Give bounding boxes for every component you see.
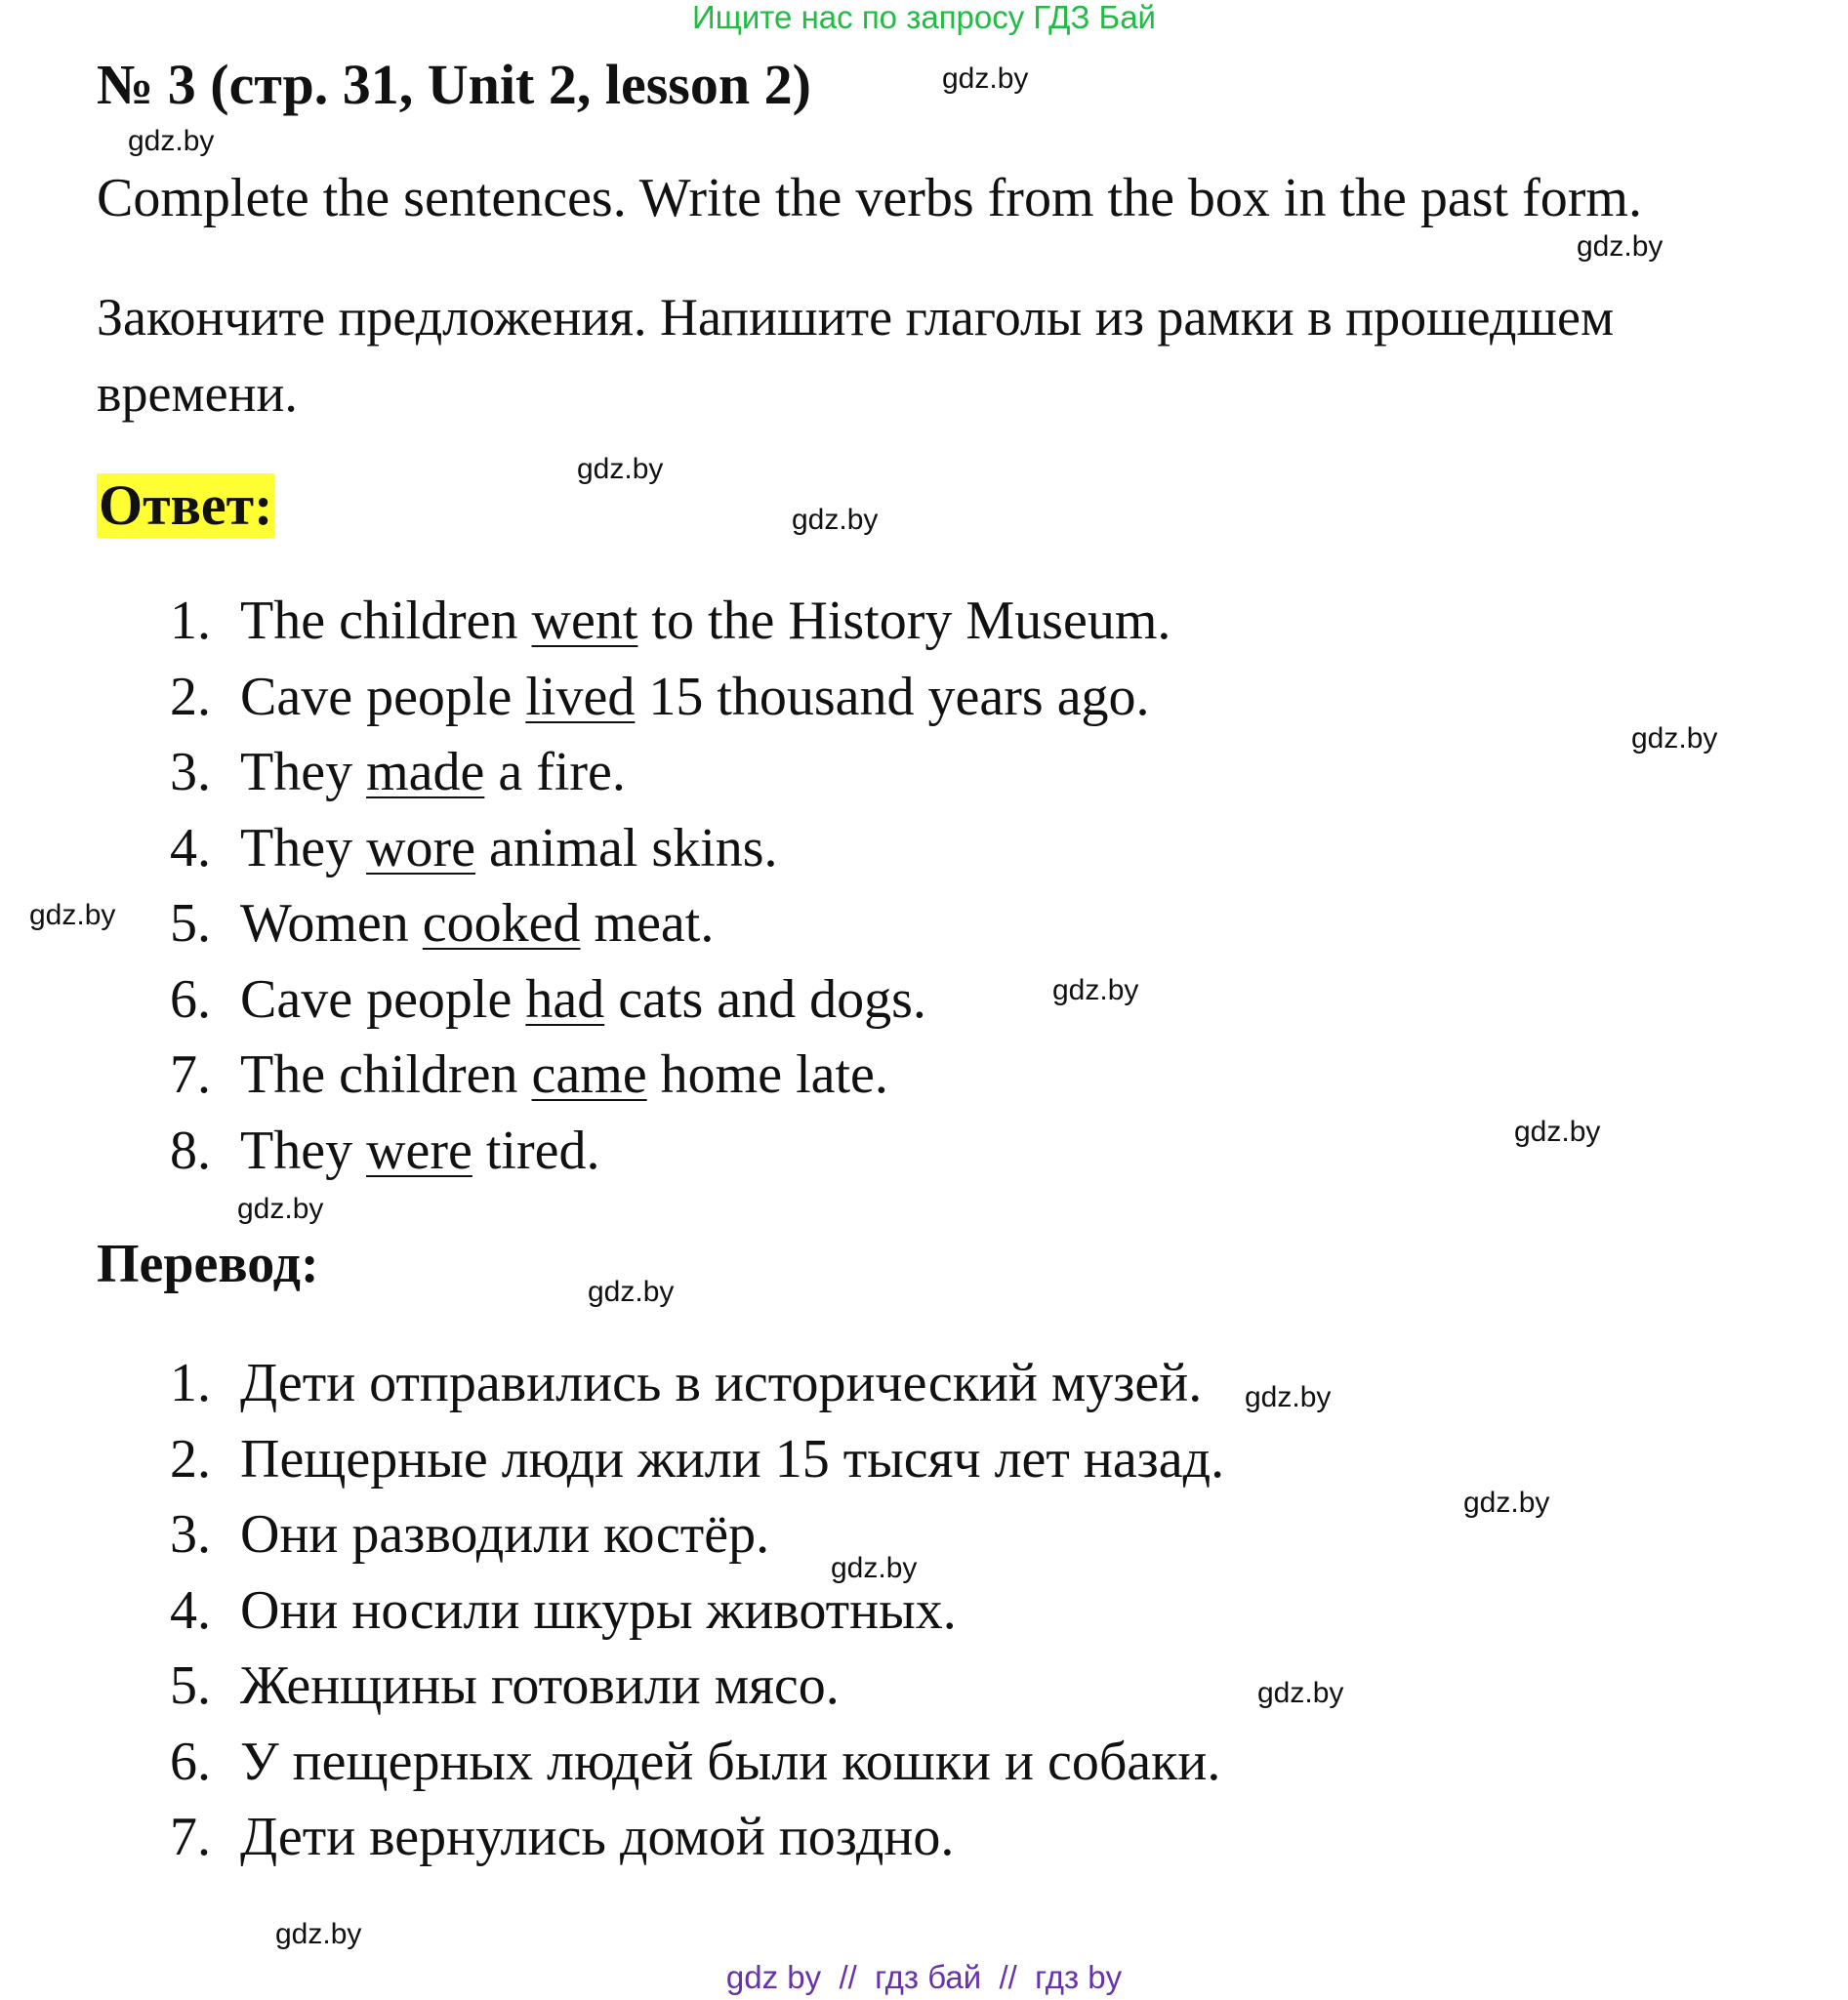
item-number: 8. [170, 1120, 211, 1181]
answer-verb: were [366, 1120, 472, 1181]
watermark: gdz.by [577, 453, 664, 485]
answer-verb: came [531, 1044, 647, 1105]
watermark: gdz.by [1577, 230, 1663, 263]
item-number: 5. [170, 1655, 211, 1716]
answer-sentence: The children came home late. [240, 1044, 888, 1105]
item-number: 4. [170, 817, 211, 878]
bottom-banner-link[interactable]: gdz by // гдз бай // гдз by [725, 1959, 1123, 1995]
item-number: 5. [170, 893, 211, 954]
item-number: 2. [170, 666, 211, 727]
item-number: 3. [170, 742, 211, 802]
item-number: 6. [170, 968, 211, 1030]
answer-sentence: The children went to the History Museum. [240, 591, 1171, 651]
watermark: gdz.by [942, 62, 1029, 95]
answer-verb: went [531, 591, 638, 651]
translation-sentence: Они разводили костёр. [240, 1504, 770, 1565]
item-number: 7. [170, 1807, 211, 1867]
translation-sentence: Пещерные люди жили 15 тысяч лет назад. [240, 1428, 1225, 1490]
watermark: gdz.by [128, 125, 215, 157]
item-number: 2. [170, 1428, 211, 1490]
exercise-title: № 3 (стр. 31, Unit 2, lesson 2) [97, 53, 811, 116]
watermark: gdz.by [1257, 1677, 1344, 1709]
answer-verb: made [366, 742, 485, 802]
item-number: 1. [170, 1353, 211, 1413]
answer-sentence: Cave people had cats and dogs. [240, 968, 926, 1030]
answer-sentence: Women cooked meat. [240, 893, 715, 954]
answer-sentence: They made a fire. [240, 742, 626, 802]
item-number: 4. [170, 1579, 211, 1641]
answer-heading: Ответ: [99, 473, 273, 537]
answer-sentence: Cave people lived 15 thousand years ago. [240, 666, 1150, 727]
watermark: gdz.by [1052, 974, 1139, 1006]
top-banner-link[interactable]: Ищите нас по запросу ГДЗ Бай [692, 0, 1156, 35]
item-number: 3. [170, 1504, 211, 1565]
translation-sentence: Дети отправились в исторический музей. [240, 1353, 1203, 1413]
watermark: gdz.by [588, 1276, 675, 1308]
answer-sentence: They wore animal skins. [240, 817, 778, 878]
watermark: gdz.by [1631, 722, 1718, 755]
watermark: gdz.by [831, 1552, 918, 1584]
watermark: gdz.by [275, 1918, 362, 1950]
watermark: gdz.by [1245, 1381, 1332, 1413]
translation-sentence: Они носили шкуры животных. [240, 1579, 957, 1641]
item-number: 7. [170, 1044, 211, 1105]
answer-verb: lived [525, 666, 636, 727]
answer-verb: cooked [422, 893, 581, 954]
translation-heading: Перевод: [97, 1234, 319, 1294]
answer-sentence: They were tired. [240, 1120, 600, 1181]
watermark: gdz.by [1514, 1116, 1601, 1148]
task-instruction-russian: Закончите предложения. Напишите глаголы из рамки в прошедшем времени. [97, 288, 1615, 423]
watermark: gdz.by [29, 899, 116, 931]
translation-sentence: Дети вернулись домой поздно. [240, 1807, 955, 1867]
translation-sentence: У пещерных людей были кошки и собаки. [240, 1731, 1221, 1792]
watermark: gdz.by [237, 1193, 324, 1225]
answer-verb: had [525, 968, 605, 1030]
translation-sentence: Женщины готовили мясо. [240, 1655, 840, 1716]
watermark: gdz.by [1463, 1487, 1550, 1519]
item-number: 6. [170, 1731, 211, 1792]
task-instruction-english: Complete the sentences. Write the verbs from the box in the past form. [97, 168, 1642, 228]
watermark: gdz.by [792, 504, 879, 536]
answer-verb: wore [366, 817, 476, 878]
item-number: 1. [170, 591, 211, 651]
